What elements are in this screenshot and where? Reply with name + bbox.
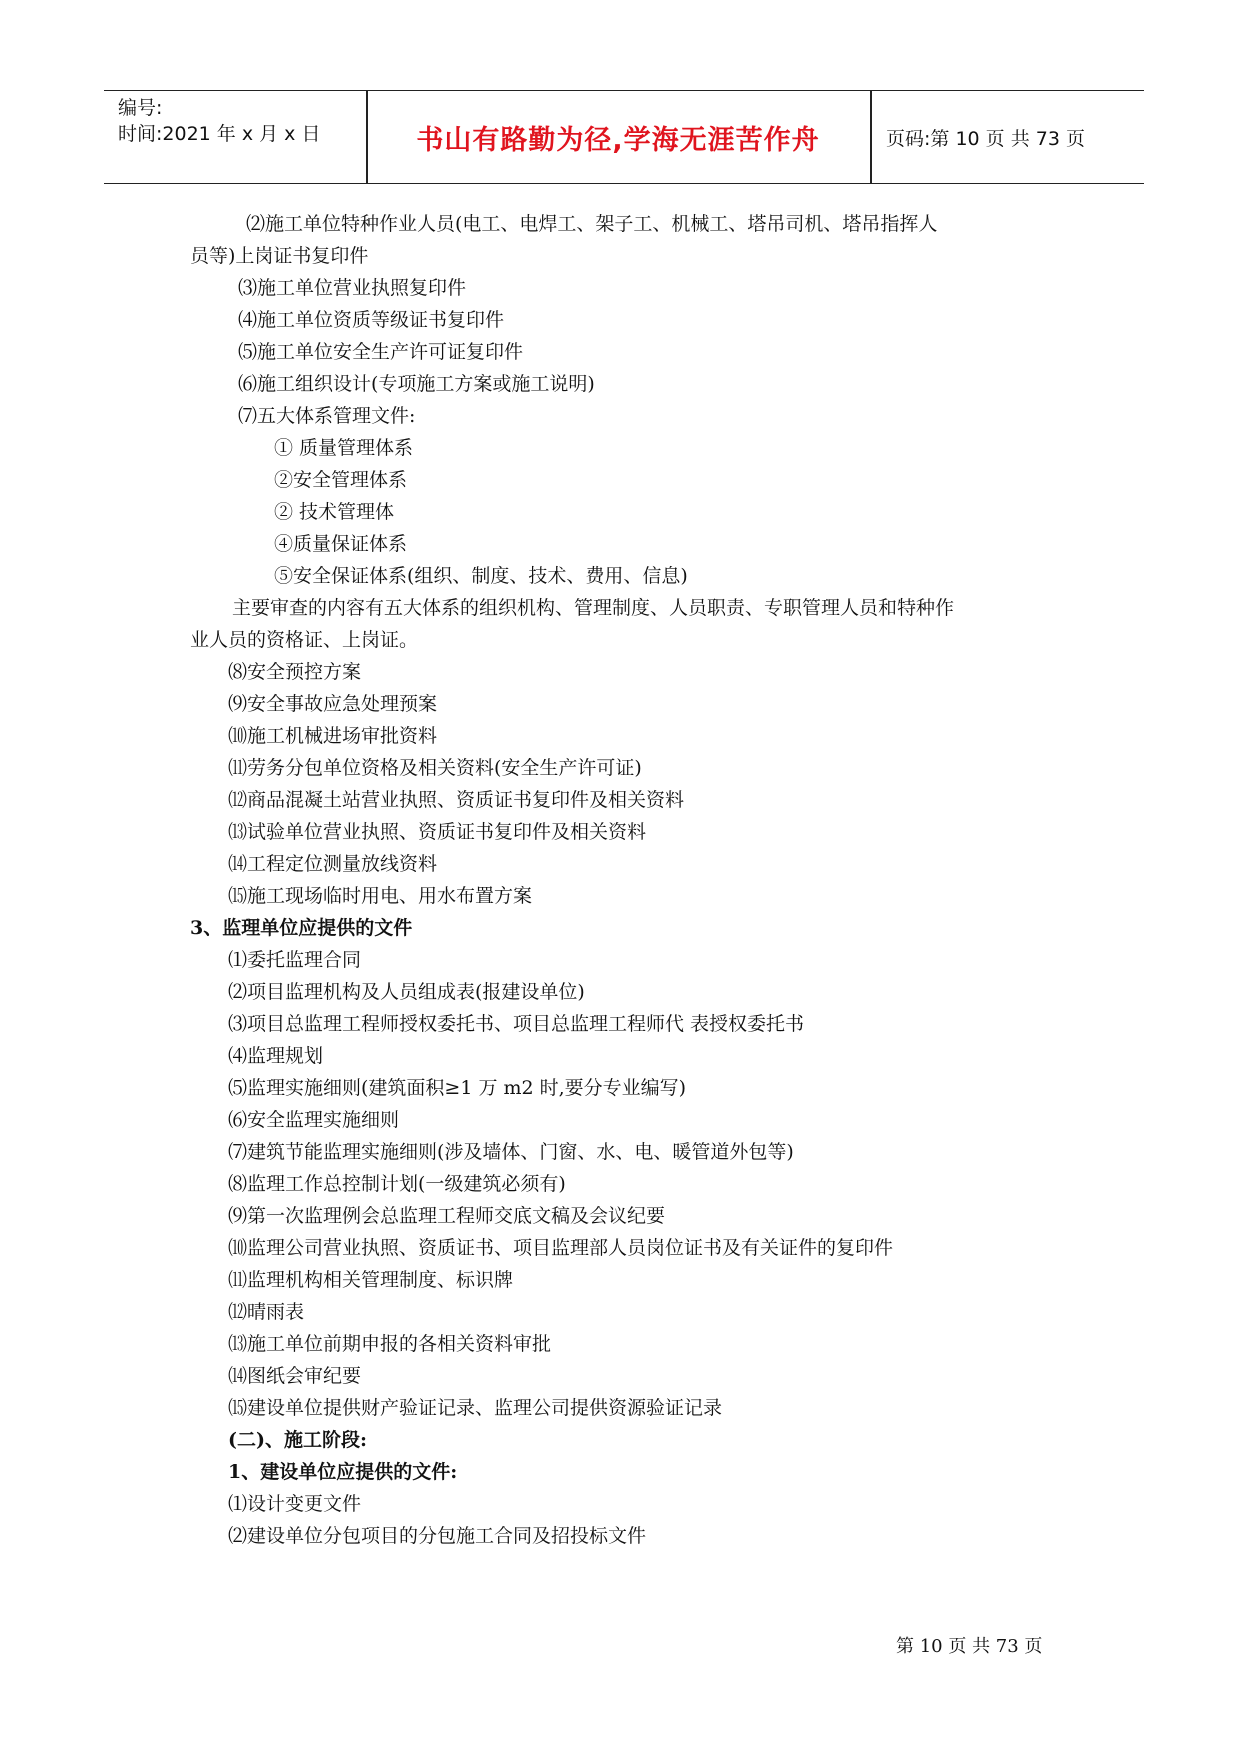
body-line: ⑺五大体系管理文件: [238,405,416,427]
serial-label: 编号: [118,97,163,119]
body-line: ⑷监理规划 [228,1045,324,1067]
body-line: ⑵项目监理机构及人员组成表(报建设单位) [228,981,585,1003]
page-header [104,90,1144,184]
header-divider-right [870,91,872,183]
body-line: ⑾监理机构相关管理制度、标识牌 [228,1269,514,1291]
body-line: ⑻监理工作总控制计划(一级建筑必须有) [228,1173,566,1195]
header-divider-left [366,91,368,183]
body-line: ②安全管理体系 [274,469,408,491]
body-line: 员等)上岗证书复印件 [190,245,369,267]
body-line: ⒂建设单位提供财产验证记录、监理公司提供资源验证记录 [228,1397,723,1419]
body-line: ⑵施工单位特种作业人员(电工、电焊工、架子工、机械工、塔吊司机、塔吊指挥人 [246,213,938,235]
body-line: ⒁图纸会审纪要 [228,1365,362,1387]
body-line: ⑹安全监理实施细则 [228,1109,400,1131]
body-line: ⑴委托监理合同 [228,949,362,971]
body-line: 业人员的资格证、上岗证。 [190,629,419,651]
body-line: ① 质量管理体系 [274,437,414,459]
header-motto: 书山有路勤为径,学海无涯苦作舟 [416,124,820,156]
body-line: ⑤安全保证体系(组织、制度、技术、费用、信息) [274,565,688,587]
body-line: ② 技术管理体 [274,501,395,523]
section-heading: 1、建设单位应提供的文件: [228,1461,458,1483]
body-line: ⑽施工机械进场审批资料 [228,725,438,747]
page-footer: 第 10 页 共 73 页 [896,1636,1043,1657]
header-meta [118,91,368,183]
body-line: ⑶施工单位营业执照复印件 [238,277,467,299]
body-line: ⑺建筑节能监理实施细则(涉及墙体、门窗、水、电、暖管道外包等) [228,1141,794,1163]
body-line: ⑸监理实施细则(建筑面积≥1 万 m2 时,要分专业编写) [228,1077,687,1099]
body-line: ⑶项目总监理工程师授权委托书、项目总监理工程师代 表授权委托书 [228,1013,805,1035]
body-line: 主要审查的内容有五大体系的组织机构、管理制度、人员职责、专职管理人员和特种作 [232,597,955,619]
body-line: ⑴设计变更文件 [228,1493,362,1515]
body-line: ⑽监理公司营业执照、资质证书、项目监理部人员岗位证书及有关证件的复印件 [228,1237,894,1259]
time-label: 时间:2021 年 x 月 x 日 [118,123,321,145]
body-line: ⑼第一次监理例会总监理工程师交底文稿及会议纪要 [228,1205,666,1227]
body-line: ⑻安全预控方案 [228,661,362,683]
header-page-number: 页码:第 10 页 共 73 页 [886,127,1085,150]
section-heading: 3、监理单位应提供的文件 [190,917,413,939]
body-line: ⑿晴雨表 [228,1301,305,1323]
body-line: ⑵建设单位分包项目的分包施工合同及招投标文件 [228,1525,647,1547]
body-line: ⑼安全事故应急处理预案 [228,693,438,715]
body-line: ⑿商品混凝土站营业执照、资质证书复印件及相关资料 [228,789,685,811]
body-line: ④质量保证体系 [274,533,408,555]
body-line: ⑾劳务分包单位资格及相关资料(安全生产许可证) [228,757,642,779]
section-heading: (二)、施工阶段: [228,1429,367,1451]
body-line: ⒀试验单位营业执照、资质证书复印件及相关资料 [228,821,647,843]
body-line: ⑸施工单位安全生产许可证复印件 [238,341,524,363]
body-line: ⒀施工单位前期申报的各相关资料审批 [228,1333,552,1355]
body-line: ⑷施工单位资质等级证书复印件 [238,309,505,331]
body-line: ⑹施工组织设计(专项施工方案或施工说明) [238,373,595,395]
body-line: ⒂施工现场临时用电、用水布置方案 [228,885,533,907]
body-line: ⒁工程定位测量放线资料 [228,853,438,875]
